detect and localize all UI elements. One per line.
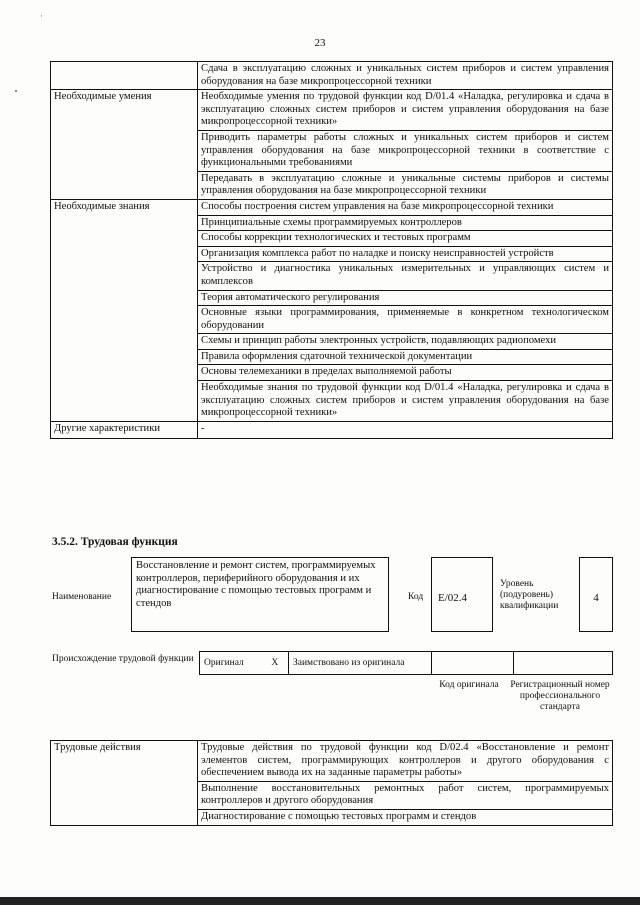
original-code-cell <box>432 652 514 675</box>
code-value-box: E/02.4 <box>431 557 493 632</box>
table-cell: Устройство и диагностика уникальных измерительных и управляющих систем и комплексов <box>198 262 613 290</box>
table-cell: Способы построения систем управления на базе микропроцессорной техники <box>198 199 613 215</box>
table-row <box>51 62 613 90</box>
table-cell: Организация комплекса работ по наладке и поиску неисправностей устройств <box>198 246 613 262</box>
table-cell: Сдача в эксплуатацию сложных и уникальных систем приборов и систем управления оборудования на базе микропроцессорной техники <box>198 62 613 90</box>
table-row <box>51 90 613 131</box>
table-cell: Теория автоматического регулирования <box>198 290 613 306</box>
table-row <box>51 199 613 215</box>
original-label: Оригинал <box>200 652 262 675</box>
section-heading: 3.5.2. Трудовая функция <box>52 536 178 548</box>
borrowed-label: Заимствовано из оригинала <box>289 652 432 675</box>
empty-label-cell <box>51 62 198 90</box>
scan-bottom-edge <box>0 897 640 905</box>
original-code-caption: Код оригинала <box>439 680 499 690</box>
level-value-box: 4 <box>579 557 613 632</box>
registration-number-cell <box>514 652 613 675</box>
actions-label: Трудовые действия <box>51 741 198 826</box>
table-cell: Необходимые знания по трудовой функции код D/01.4 «Наладка, регулировка и сдача в эксплуатацию сложных систем приборов и систем управления оборудования на базе микропроцессорной техники» <box>198 381 613 422</box>
labor-actions-table <box>50 740 613 826</box>
scan-dot <box>15 90 17 92</box>
table-cell: Приводить параметры работы сложных и уникальных систем приборов и систем управления оборудования на базе микропроцессорной техники в соответствие с функциональными требованиями <box>198 130 613 171</box>
level-label: Уровень (подуровень) квалификации <box>500 579 559 611</box>
table-cell: Способы коррекции технологических и тестовых программ <box>198 231 613 247</box>
name-label: Наименование <box>52 592 112 602</box>
other-label: Другие характеристики <box>51 421 198 438</box>
registration-caption: Регистрационный номер профессионального стандарта <box>510 680 610 712</box>
table-cell: Схемы и принцип работы электронных устройств, подавляющих радиопомехи <box>198 334 613 350</box>
table-cell: Правила оформления сдаточной технической документации <box>198 349 613 365</box>
knowledge-label: Необходимые знания <box>51 199 198 421</box>
skills-knowledge-table <box>50 61 613 439</box>
table-cell: Передавать в эксплуатацию сложные и уникальные системы приборов и системы управления оборудования на базе микропроцессорной техники <box>198 171 613 199</box>
table-cell: Основы телемеханики в пределах выполняемой работы <box>198 365 613 381</box>
original-mark: X <box>262 652 289 675</box>
table-row <box>51 741 613 782</box>
other-value: - <box>198 421 613 438</box>
origin-label: Происхождение трудовой функции <box>52 654 194 664</box>
table-row <box>51 421 613 438</box>
table-cell: Трудовые действия по трудовой функции код D/02.4 «Восстановление и ремонт элементов систем, программирующих контроллеров и другого оборудования с обеспечением вывода их на заданные параметры работы» <box>198 741 613 782</box>
skills-label: Необходимые умения <box>51 90 198 200</box>
table-cell: Основные языки программирования, применяемые в конкретном технологическом оборудовании <box>198 306 613 334</box>
scan-mark: · <box>40 11 43 21</box>
function-name-box: Восстановление и ремонт систем, программируемых контроллеров, периферийного оборудования и их диагностирование с помощью тестовых программ и стендов <box>131 557 389 632</box>
page-number: 23 <box>314 37 326 49</box>
table-cell: Принципиальные схемы программируемых контроллеров <box>198 215 613 231</box>
table-cell: Выполнение восстановительных ремонтных работ систем, программируемых контроллеров и другого оборудования <box>198 781 613 809</box>
code-label: Код <box>408 592 424 602</box>
origin-table <box>199 651 613 675</box>
table-row <box>200 652 613 675</box>
table-cell: Диагностирование с помощью тестовых программ и стендов <box>198 809 613 825</box>
table-cell: Необходимые умения по трудовой функции код D/01.4 «Наладка, регулировка и сдача в эксплуатацию сложных систем приборов и систем управления оборудования на базе микропроцессорной техники» <box>198 90 613 131</box>
